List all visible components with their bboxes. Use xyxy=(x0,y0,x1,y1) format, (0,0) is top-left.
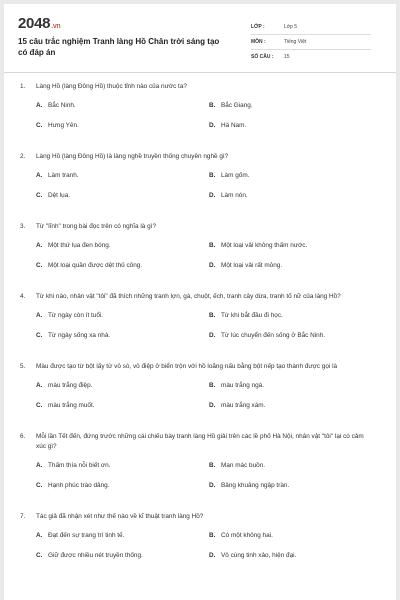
option-letter: B. xyxy=(209,461,216,469)
option-letter: A. xyxy=(36,531,43,539)
option-letter: A. xyxy=(36,311,43,319)
option-text: Làm tranh. xyxy=(48,171,79,179)
option-text: Làm gốm. xyxy=(221,171,250,179)
question-stem xyxy=(4,362,396,372)
answer-options xyxy=(4,240,396,280)
question-text: Làng Hồ (làng Đông Hồ) là làng nghề truyền thống chuyên nghề gì? xyxy=(36,153,229,160)
answer-option[interactable] xyxy=(209,240,382,250)
answer-options xyxy=(4,530,396,570)
question-number: 1. xyxy=(20,83,26,90)
meta-label: MÔN : xyxy=(251,39,266,45)
option-letter: A. xyxy=(36,171,43,179)
answer-option[interactable] xyxy=(36,260,209,270)
option-text: Từ ngày sống xa nhà. xyxy=(48,331,111,339)
option-letter: D. xyxy=(209,551,216,559)
answer-option[interactable] xyxy=(209,550,382,560)
option-text: Một thứ lụa đen bóng. xyxy=(48,241,111,249)
question-stem xyxy=(4,152,396,162)
meta-label: LỚP : xyxy=(251,24,265,30)
meta-label: SỐ CÂU : xyxy=(251,54,274,60)
option-letter: A. xyxy=(36,241,43,249)
question-number: 7. xyxy=(20,513,26,520)
option-letter: B. xyxy=(209,311,216,319)
option-letter: A. xyxy=(36,461,43,469)
answer-option[interactable] xyxy=(36,330,209,340)
answer-option[interactable] xyxy=(209,380,382,390)
answer-option[interactable] xyxy=(36,480,209,490)
option-letter: B. xyxy=(209,381,216,389)
option-letter: A. xyxy=(36,381,43,389)
question-item xyxy=(4,152,396,210)
option-text: Từ lúc chuyển đến sống ở Bắc Ninh. xyxy=(221,331,326,339)
question-stem xyxy=(4,292,396,302)
option-letter: D. xyxy=(209,121,216,129)
option-text: Bắc Ninh. xyxy=(48,101,76,109)
question-text: Mỗi lần Tết đến, đứng trước những cái chiếu bày tranh làng Hồ giải trên các lề phố Hà Nội, nhân vật "tôi" lại có cảm xúc gì? xyxy=(36,433,364,450)
question-number: 3. xyxy=(20,223,26,230)
question-item xyxy=(4,362,396,420)
answer-option[interactable] xyxy=(209,530,382,540)
option-letter: D. xyxy=(209,401,216,409)
option-text: Giữ được nhiều nét truyền thống. xyxy=(48,551,143,559)
question-number: 6. xyxy=(20,433,26,440)
option-letter: B. xyxy=(209,101,216,109)
option-text: Từ khi bắt đầu đi học. xyxy=(221,311,283,319)
option-letter: D. xyxy=(209,191,216,199)
option-text: Từ ngày còn ít tuổi. xyxy=(48,311,104,319)
option-letter: B. xyxy=(209,241,216,249)
answer-option[interactable] xyxy=(36,190,209,200)
document-title: 15 câu trắc nghiệm Tranh làng Hồ Chân trời sáng tạo có đáp án xyxy=(18,37,220,57)
answer-option[interactable] xyxy=(209,400,382,410)
option-letter: C. xyxy=(36,551,43,559)
answer-option[interactable] xyxy=(36,240,209,250)
answer-option[interactable] xyxy=(209,460,382,470)
question-number: 4. xyxy=(20,293,26,300)
answer-option[interactable] xyxy=(36,120,209,130)
question-item xyxy=(4,292,396,350)
meta-value: Lớp 5 xyxy=(284,24,298,30)
header-divider xyxy=(4,72,396,73)
answer-option[interactable] xyxy=(209,330,382,340)
option-letter: A. xyxy=(36,101,43,109)
answer-options xyxy=(4,100,396,140)
option-letter: C. xyxy=(36,121,43,129)
option-text: màu trắng ngà. xyxy=(221,381,264,389)
answer-option[interactable] xyxy=(209,190,382,200)
answer-option[interactable] xyxy=(209,170,382,180)
option-text: màu trắng xám. xyxy=(221,401,266,409)
option-text: Man mác buồn. xyxy=(221,461,266,469)
option-text: Có một không hai. xyxy=(221,531,273,539)
question-item xyxy=(4,432,396,500)
option-text: Dệt lụa. xyxy=(48,191,71,199)
option-letter: C. xyxy=(36,261,43,269)
question-number: 2. xyxy=(20,153,26,160)
answer-options xyxy=(4,310,396,350)
option-text: Một loại vải không thấm nước. xyxy=(221,241,308,249)
option-text: Đạt đến sự trang trí tinh tế. xyxy=(48,531,125,539)
question-item xyxy=(4,222,396,280)
meta-row-count xyxy=(251,50,371,64)
question-text: Màu được tạo từ bột lấy từ vỏ sò, vỏ điệp ở biển trộn với hồ loãng nấu bằng bột nếp tạo thành được gọi là xyxy=(36,363,338,370)
option-letter: D. xyxy=(209,261,216,269)
answer-option[interactable] xyxy=(209,260,382,270)
answer-options xyxy=(4,170,396,210)
question-stem xyxy=(4,432,396,452)
option-text: Bắc Giang. xyxy=(221,101,253,109)
option-letter: C. xyxy=(36,401,43,409)
document-page xyxy=(4,4,396,600)
question-text: Làng Hồ (làng Đông Hồ) thuộc tỉnh nào của nước ta? xyxy=(36,83,187,90)
option-letter: C. xyxy=(36,331,43,339)
option-text: Hà Nam. xyxy=(221,121,247,129)
meta-row-grade xyxy=(251,20,371,35)
option-text: màu trắng muốt. xyxy=(48,401,95,409)
answer-option[interactable] xyxy=(209,100,382,110)
meta-value: Tiếng Việt xyxy=(284,39,307,45)
option-text: Một loại vải rất mỏng. xyxy=(221,261,283,269)
option-text: Làm nón. xyxy=(221,191,248,199)
option-letter: D. xyxy=(209,481,216,489)
answer-option[interactable] xyxy=(36,400,209,410)
option-letter: C. xyxy=(36,481,43,489)
question-item xyxy=(4,82,396,140)
question-number: 5. xyxy=(20,363,26,370)
option-letter: B. xyxy=(209,531,216,539)
meta-table xyxy=(251,20,371,64)
answer-option[interactable] xyxy=(36,530,209,540)
option-text: Hưng Yên. xyxy=(48,121,79,129)
question-item xyxy=(4,512,396,570)
meta-row-subject xyxy=(251,35,371,50)
question-text: Từ "lĩnh" trong bài đọc trên có nghĩa là gì? xyxy=(36,223,157,230)
answer-option[interactable] xyxy=(36,380,209,390)
answer-option[interactable] xyxy=(36,310,209,320)
option-text: Vô cùng tinh xảo, hiện đại. xyxy=(221,551,297,559)
question-text: Từ khi nào, nhân vật "tôi" đã thích những tranh lợn, gà, chuột, ếch, tranh cây dừa, tranh tố nữ của làng Hồ? xyxy=(36,293,341,300)
question-stem xyxy=(4,512,396,522)
question-stem xyxy=(4,82,396,92)
option-text: màu trắng điệp. xyxy=(48,381,93,389)
answer-option[interactable] xyxy=(36,460,209,470)
option-letter: B. xyxy=(209,171,216,179)
option-text: Hạnh phúc trào dâng. xyxy=(48,481,110,489)
option-text: Bâng khuâng ngập tràn. xyxy=(221,481,290,489)
answer-option[interactable] xyxy=(209,310,382,320)
answer-option[interactable] xyxy=(36,100,209,110)
answer-option[interactable] xyxy=(36,170,209,180)
option-text: Thấm thía nỗi biết ơn. xyxy=(48,461,111,469)
answer-options xyxy=(4,380,396,420)
answer-option[interactable] xyxy=(209,120,382,130)
question-stem xyxy=(4,222,396,232)
option-letter: D. xyxy=(209,331,216,339)
answer-options xyxy=(4,460,396,500)
site-logo[interactable]: 2048.vn xyxy=(18,15,61,32)
option-letter: C. xyxy=(36,191,43,199)
meta-value: 15 xyxy=(284,54,290,60)
question-text: Tác giả đã nhận xét như thế nào về kĩ thuật tranh làng Hồ? xyxy=(36,513,204,520)
answer-option[interactable] xyxy=(209,480,382,490)
page-header xyxy=(4,4,396,72)
option-text: Một loại quần được dệt thủ công. xyxy=(48,261,143,269)
answer-option[interactable] xyxy=(36,550,209,560)
question-list xyxy=(4,82,396,582)
